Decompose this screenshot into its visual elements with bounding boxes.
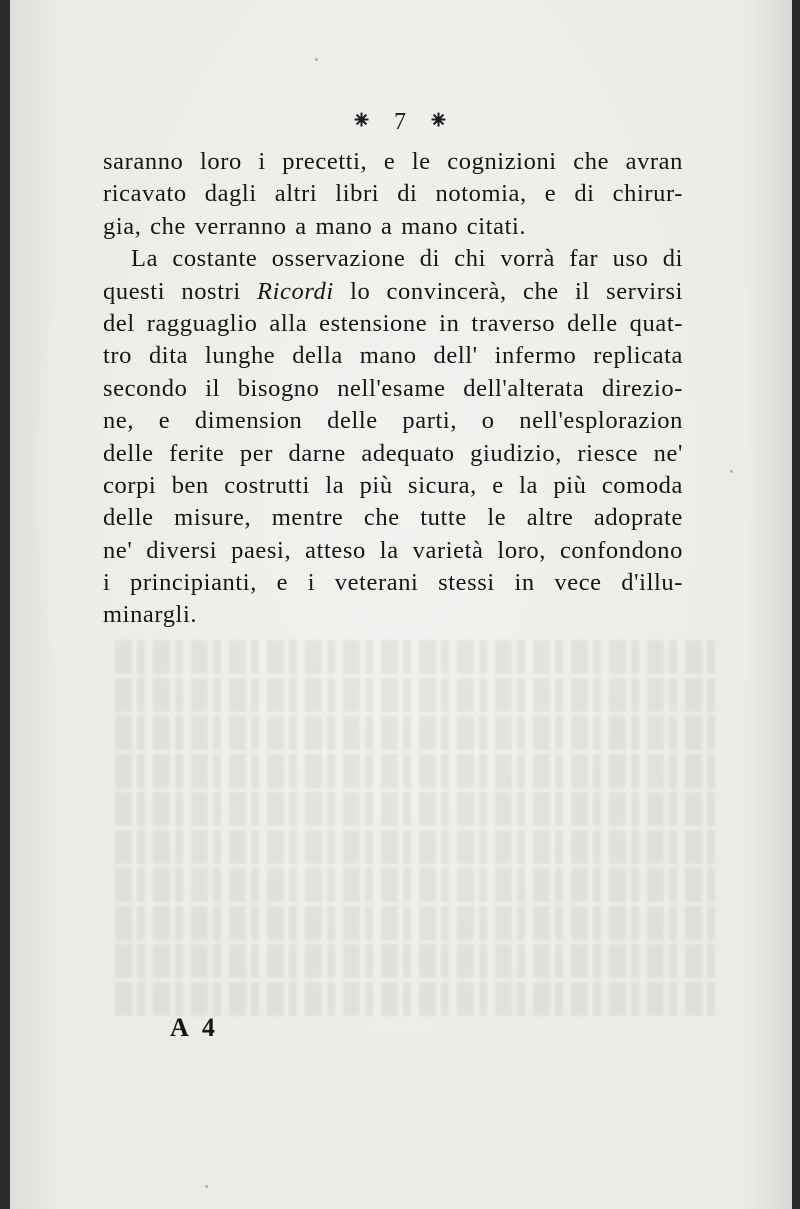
paper-speck <box>205 1185 208 1188</box>
text-line: corpi ben costrutti la più sicura, e la più comoda <box>103 471 683 499</box>
text-segment: questi nostri <box>103 277 241 305</box>
italic-title: Ricordi <box>257 277 334 305</box>
ornament-right-icon: ⁕ <box>427 106 452 136</box>
page-number: 7 <box>394 109 408 135</box>
text-line: secondo il bisogno nell'esame dell'alterata direzio- <box>103 374 683 402</box>
text-line: La costante osservazione di chi vorrà far uso di <box>131 245 683 273</box>
text-line: tro dita lunghe della mano dell' infermo replicata <box>103 342 683 370</box>
text-segment: lo convincerà, che il servirsi <box>350 277 683 305</box>
page-header <box>10 106 792 136</box>
paper-speck <box>730 470 733 473</box>
text-line: ne, e dimension delle parti, o nell'esplorazion <box>103 407 683 435</box>
ornament-left-icon: ⁕ <box>350 106 375 136</box>
text-line: delle misure, mentre che tutte le altre adoprate <box>103 504 683 532</box>
paper-speck <box>315 58 318 61</box>
text-line: minargli. <box>103 601 198 629</box>
body-text <box>103 146 683 632</box>
text-line: delle ferite per darne adequato giudizio, riesce ne' <box>103 439 683 467</box>
text-line: ricavato dagli altri libri di notomia, e di chirur- <box>103 180 683 208</box>
text-line: ne' diversi paesi, atteso la varietà loro, confondono <box>103 536 683 564</box>
show-through-text <box>115 640 715 1060</box>
text-line: gia, che verranno a mano a mano citati. <box>103 212 527 240</box>
text-line: saranno loro i precetti, e le cognizioni che avran <box>103 148 683 175</box>
text-line <box>103 276 683 308</box>
text-line: del ragguaglio alla estensione in traverso delle quat- <box>103 309 683 337</box>
signature-mark: A 4 <box>170 1013 219 1042</box>
book-page <box>10 0 792 1209</box>
text-line: i principianti, e i veterani stessi in vece d'illu- <box>103 569 683 597</box>
